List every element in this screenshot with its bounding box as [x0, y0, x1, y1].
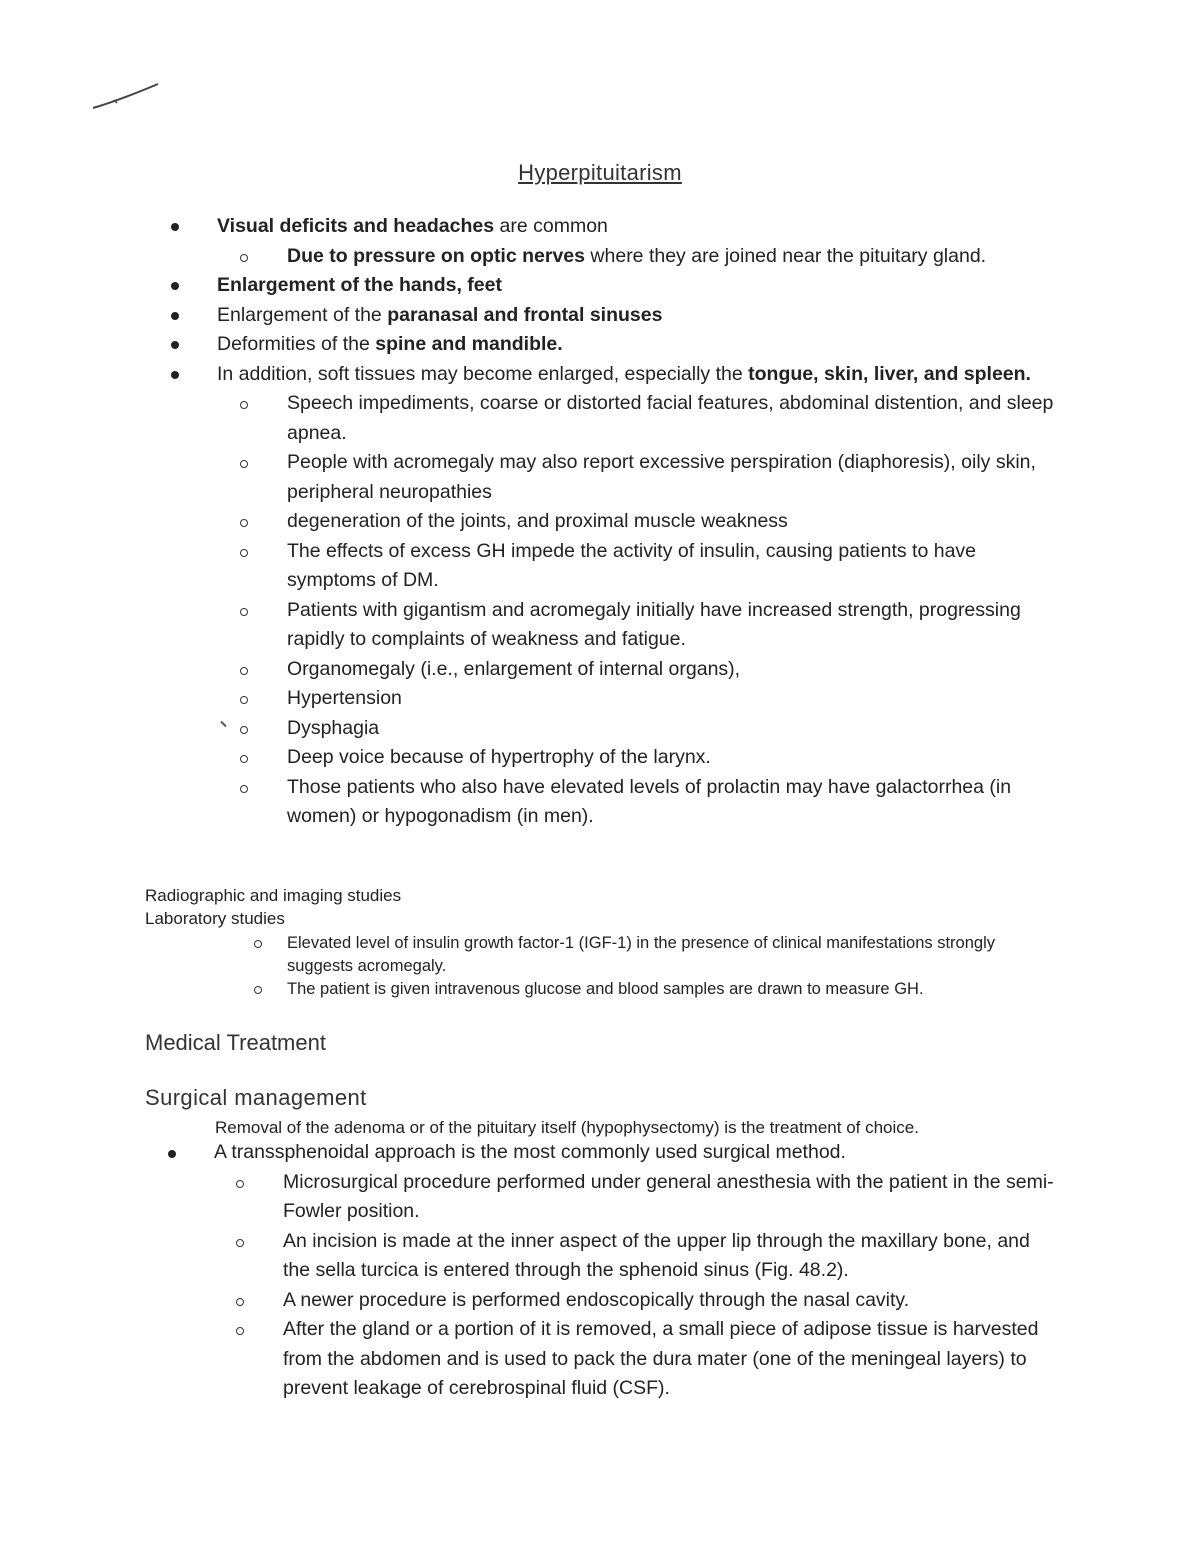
list-item-text: where they are joined near the pituitary gland.	[585, 244, 987, 267]
list-item	[0, 1168, 1055, 1227]
list-item-text: After the gland or a portion of it is removed, a small piece of adipose tissue is harvested from the abdomen and is used to pack the dura mater (one of the meningeal layers) to prevent leakage of cerebrospinal fluid (CSF).	[283, 1318, 1039, 1399]
list-item	[0, 684, 1060, 714]
bullet-ring-icon	[240, 785, 248, 793]
bullet-ring-icon	[240, 608, 248, 616]
bullet-ring-icon	[240, 667, 248, 675]
list-item-text: Enlargement of the	[217, 303, 388, 326]
list-item-text: In addition, soft tissues may become enlarged, especially the	[217, 362, 749, 385]
list-item-text: The effects of excess GH impede the activity of insulin, causing patients to have symptoms of DM.	[287, 539, 977, 591]
list-item-text: An incision is made at the inner aspect of the upper lip through the maxillary bone, and the sella turcica is entered through the sphenoid sinus (Fig. 48.2).	[283, 1229, 1030, 1281]
bullet-dot-icon	[171, 341, 179, 349]
list-item	[0, 714, 1060, 744]
bullet-ring-icon	[240, 254, 248, 262]
list-item	[0, 301, 1060, 331]
list-item	[0, 773, 1060, 832]
list-item-text: Elevated level of insulin growth factor-1 (IGF-1) in the presence of clinical manifestations strongly suggests acromegaly.	[287, 934, 995, 975]
list-item-text: A newer procedure is performed endoscopically through the nasal cavity.	[283, 1288, 910, 1311]
surgical-management-heading: Surgical management	[145, 1085, 367, 1110]
list-item-text: Enlargement of the hands, feet	[217, 274, 502, 296]
list-item	[0, 537, 1060, 596]
bullet-ring-icon	[236, 1327, 244, 1335]
bullet-dot-icon	[171, 371, 179, 379]
bullet-ring-icon	[240, 726, 248, 734]
list-item-text: Speech impediments, coarse or distorted facial features, abdominal distention, and sleep apnea.	[287, 392, 1054, 444]
list-item	[0, 389, 1060, 448]
list-item-text: spine and mandible.	[375, 333, 563, 355]
list-item-text: Deformities of the	[217, 333, 376, 355]
radiographic-label: Radiographic and imaging studies	[145, 886, 402, 905]
bullet-ring-icon	[236, 1239, 244, 1247]
list-item-text: Hypertension	[287, 687, 402, 709]
bullet-ring-icon	[240, 549, 248, 557]
bullet-ring-icon	[236, 1180, 244, 1188]
bullet-ring-icon	[240, 519, 248, 527]
list-item-text: Patients with gigantism and acromegaly initially have increased strength, progressing rapidly to complaints of weakness and fatigue.	[287, 598, 1021, 650]
list-item-text: tongue, skin, liver, and spleen.	[748, 362, 1031, 385]
list-item-text: paranasal and frontal sinuses	[387, 303, 663, 326]
surgical-list	[0, 1138, 1200, 1404]
bullet-dot-icon	[171, 282, 179, 290]
list-item	[0, 507, 1060, 537]
list-item-text: People with acromegaly may also report excessive perspiration (diaphoresis), oily skin, peripheral neuropathies	[287, 451, 1036, 503]
list-item	[0, 655, 1060, 685]
list-item-text: A transsphenoidal approach is the most commonly used surgical method.	[214, 1141, 846, 1163]
list-item	[0, 330, 1060, 360]
bullet-dot-icon	[168, 1150, 176, 1158]
list-item-text: are common	[494, 215, 608, 237]
bullet-ring-icon	[254, 940, 262, 948]
list-item	[0, 1286, 1055, 1316]
bullet-ring-icon	[240, 401, 248, 409]
list-item	[0, 1227, 1055, 1286]
list-item-text: Organomegaly (i.e., enlargement of internal organs),	[287, 657, 741, 680]
surgical-intro: Removal of the adenoma or of the pituitary itself (hypophysectomy) is the treatment of choice.	[215, 1118, 919, 1137]
bullet-ring-icon	[240, 460, 248, 468]
bullet-ring-icon	[240, 755, 248, 763]
list-item	[0, 596, 1060, 655]
list-item	[0, 1315, 1055, 1404]
bullet-ring-icon	[240, 696, 248, 704]
list-item	[0, 360, 1060, 390]
lab-studies-list	[0, 932, 1200, 1001]
bullet-ring-icon	[254, 986, 262, 994]
bullet-dot-icon	[171, 223, 179, 231]
list-item	[0, 932, 1045, 978]
bullet-ring-icon	[236, 1298, 244, 1306]
list-item-text: Due to pressure on optic nerves	[287, 244, 585, 267]
list-item-text: Those patients who also have elevated levels of prolactin may have galactorrhea (in women) or hypogonadism (in men).	[287, 775, 1012, 827]
list-item	[0, 743, 1060, 773]
symptom-list	[0, 212, 1200, 832]
pen-stroke-mark	[90, 78, 170, 118]
medical-treatment-heading: Medical Treatment	[145, 1030, 326, 1055]
list-item	[0, 448, 1060, 507]
list-item-text: Microsurgical procedure performed under general anesthesia with the patient in the semi-Fowler position.	[283, 1170, 1054, 1222]
bullet-dot-icon	[171, 312, 179, 320]
laboratory-label: Laboratory studies	[145, 909, 285, 928]
list-item	[0, 212, 1060, 242]
list-item-text: The patient is given intravenous glucose and blood samples are drawn to measure GH.	[287, 980, 924, 998]
list-item-text: Dysphagia	[287, 716, 380, 739]
page-title: Hyperpituitarism	[518, 160, 682, 185]
list-item	[0, 978, 1045, 1001]
list-item-text: degeneration of the joints, and proximal muscle weakness	[287, 510, 788, 532]
list-item-text: Deep voice because of hypertrophy of the larynx.	[287, 746, 711, 768]
list-item-text: Visual deficits and headaches	[217, 215, 495, 237]
list-item	[0, 1138, 1055, 1168]
list-item	[0, 271, 1060, 301]
list-item	[0, 242, 1060, 272]
